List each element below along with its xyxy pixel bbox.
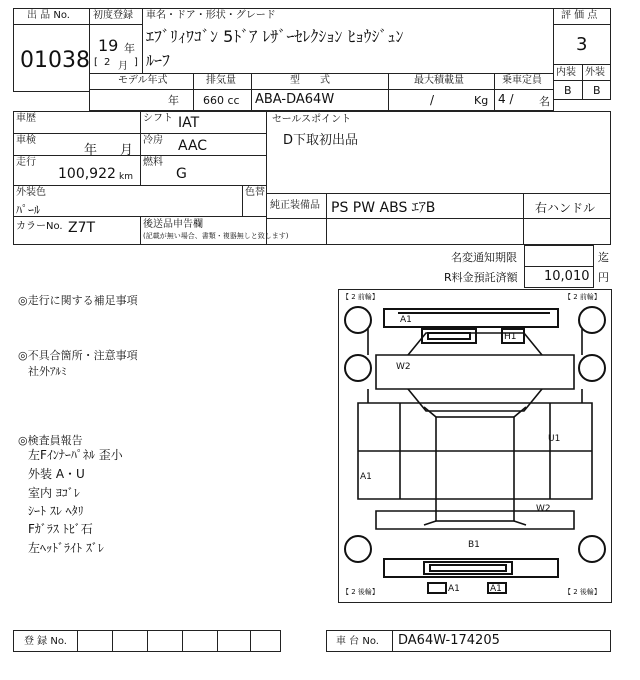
- sales-point-value: D下取初出品: [283, 133, 359, 148]
- max-load-unit: Kg: [474, 94, 489, 107]
- equipment-value: PS PW ABS ｴｱB: [331, 200, 436, 216]
- first-reg-year-unit: 年: [124, 42, 135, 55]
- name-change-label: 名変通知期限: [451, 251, 517, 264]
- inspector-item: ｼｰﾄ ｽﾚ ﾍﾀﾘ: [28, 504, 84, 518]
- inspection-label: 車検: [16, 135, 36, 146]
- wheel-front-right-icon: [579, 307, 605, 333]
- post-docs-note: (記載が無い場合、書類・複器無しと致します): [143, 232, 289, 240]
- post-docs-extra-box: [266, 218, 611, 245]
- damage-mark: A1: [400, 315, 412, 325]
- wheel-lower-left-icon: [345, 536, 371, 562]
- color-change-label: 色替: [245, 187, 265, 198]
- recycle-value: 10,010: [544, 269, 590, 284]
- interior-value: B: [564, 84, 572, 97]
- exterior-color-value: ﾊﾟｰﾙ: [16, 203, 41, 217]
- color-no-value: Z7T: [68, 220, 96, 236]
- equipment-label: 純正装備品: [270, 200, 320, 211]
- interior-label: 内装: [556, 67, 576, 78]
- chassis-label: 車 台 No.: [336, 636, 379, 647]
- defects-title: ◎不具合箇所・注意事項: [18, 349, 138, 362]
- wheel-front-left-icon: [345, 307, 371, 333]
- sales-point-label: セールスポイント: [272, 114, 352, 125]
- type-value: ABA-DA64W: [255, 92, 335, 107]
- mileage-label: 走行: [16, 157, 36, 168]
- damage-mark: A1: [360, 472, 372, 482]
- inspector-item: 左ﾍｯﾄﾞﾗｲﾄ ｽﾞﾚ: [28, 541, 104, 555]
- handle-value: 右ハンドル: [535, 201, 596, 215]
- damage-mark: W2: [536, 504, 551, 514]
- wheel-label-rear-right: 【 2 後輪】: [564, 588, 601, 596]
- exterior-color-label: 外装色: [16, 187, 46, 198]
- first-reg-year: 19: [98, 36, 119, 55]
- wheel-lower-right-icon: [579, 536, 605, 562]
- damage-mark: H1: [504, 332, 517, 342]
- exterior-label: 外装: [585, 67, 605, 78]
- inspector-item: Fｶﾞﾗｽ ﾄﾋﾞ石: [28, 522, 93, 536]
- first-reg-month-unit: 月: [118, 61, 128, 72]
- color-no-label: カラーNo.: [16, 221, 63, 232]
- max-load-label: 最大積載量: [414, 75, 464, 86]
- damage-mark: A1: [448, 584, 460, 594]
- capacity-value: 4 /: [498, 92, 514, 106]
- wheel-mid-left-icon: [345, 355, 371, 381]
- shift-label: シフト: [143, 113, 173, 124]
- inspector-item: 左Fｲﾝﾅｰﾊﾟﾈﾙ 歪小: [28, 448, 123, 462]
- damage-mark: B1: [468, 540, 480, 550]
- wheel-label-front-left: 【 2 前輪】: [342, 293, 379, 301]
- inspection-year-unit: 年: [84, 143, 98, 158]
- mileage-value: 100,922: [58, 166, 116, 182]
- reg-no-label: 登 録 No.: [24, 636, 67, 647]
- wheel-label-rear-left: 【 2 後輪】: [342, 588, 379, 596]
- exterior-value: B: [593, 84, 601, 97]
- grade-value: 3: [576, 34, 588, 55]
- model-year-label: モデル年式: [118, 75, 168, 86]
- history-label: 車歴: [16, 113, 36, 124]
- capacity-label: 乗車定員: [502, 75, 542, 86]
- model-year-unit: 年: [168, 94, 179, 107]
- displacement-label: 排気量: [206, 75, 236, 86]
- first-reg-label: 初度登録: [93, 10, 133, 21]
- defects-item: 社外ｱﾙﾐ: [28, 365, 67, 378]
- inspection-month-unit: 月: [120, 143, 134, 158]
- wheel-mid-right-icon: [579, 355, 605, 381]
- lot-label: 出 品 No.: [27, 10, 70, 21]
- ac-label: 冷房: [143, 135, 163, 146]
- fuel-label: 燃料: [143, 157, 163, 168]
- name-change-unit: 迄: [598, 251, 609, 264]
- vehicle-name-line2: ﾙｰﾌ: [146, 51, 171, 70]
- car-damage-diagram: [338, 289, 612, 603]
- fuel-value: G: [176, 166, 187, 182]
- wheel-label-front-right: 【 2 前輪】: [564, 293, 601, 301]
- recycle-unit: 円: [598, 271, 609, 284]
- max-load-value: /: [430, 93, 435, 107]
- post-docs-label: 後送品申告欄: [143, 219, 203, 230]
- mileage-unit: km: [119, 172, 133, 182]
- supplement-title: ◎走行に関する補足事項: [18, 294, 138, 307]
- recycle-label: R料金預託済額: [444, 271, 518, 284]
- ac-value: AAC: [178, 138, 208, 154]
- inspector-title: ◎検査員報告: [18, 434, 83, 447]
- first-reg-month: 2: [104, 57, 111, 68]
- name-change-field: [524, 245, 594, 267]
- grade-label: 評 価 点: [561, 10, 598, 21]
- shift-value: IAT: [178, 115, 200, 131]
- vehicle-name-line1: ｴﾌﾞﾘｨﾜｺﾞﾝ 5ﾄﾞｱ ﾚｻﾞｰｾﾚｸｼｮﾝ ﾋｮｳｼﾞｭﾝ: [146, 27, 404, 46]
- lot-number: 01038: [20, 48, 90, 73]
- type-label: 型 式: [290, 75, 330, 86]
- damage-mark: A1: [490, 584, 502, 594]
- capacity-unit: 名: [539, 95, 550, 108]
- chassis-value: DA64W-174205: [398, 633, 500, 648]
- inspector-item: 室内 ﾖｺﾞﾚ: [28, 486, 80, 500]
- displacement-value: 660 cc: [203, 94, 240, 107]
- damage-mark: U1: [548, 434, 561, 444]
- inspector-item: 外装 A・U: [28, 467, 85, 481]
- vehicle-name-label: 車名・ドア・形状・グレード: [146, 10, 276, 21]
- damage-mark: W2: [396, 362, 411, 372]
